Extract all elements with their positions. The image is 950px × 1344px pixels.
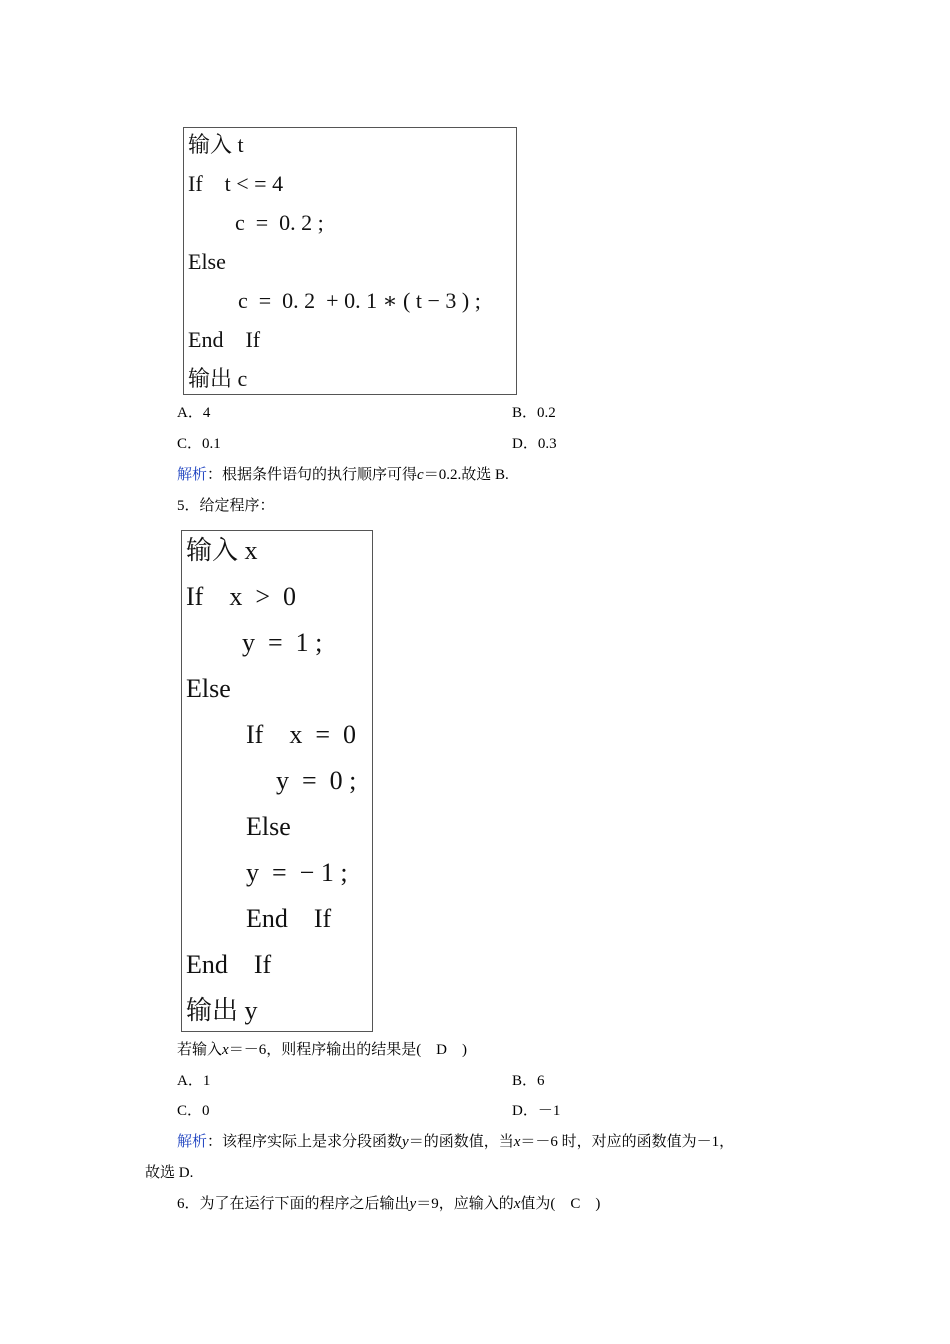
- q4-code-line: 输出 c: [188, 366, 248, 391]
- q5-code-line: End If: [186, 950, 272, 979]
- analysis-text: ＝的函数值，当: [408, 1134, 514, 1150]
- q5-code-line: If x = 0: [246, 720, 356, 749]
- q5-option-d: D．－1: [512, 1103, 561, 1119]
- q4-code-line: 输入 t: [188, 132, 244, 157]
- variable-c: c: [417, 467, 424, 483]
- q5-code-line: y = 0 ;: [276, 766, 357, 795]
- question-text: ＝9，应输入的: [416, 1196, 514, 1212]
- variable-x: x: [513, 1134, 521, 1150]
- q5-heading: 5．给定程序：: [177, 498, 275, 514]
- q5-code-line: If x > 0: [186, 582, 296, 611]
- q4-code-line: End If: [188, 327, 261, 352]
- q5-option-c: C．0: [177, 1103, 210, 1119]
- variable-y: y: [402, 1134, 409, 1150]
- question-text: 6．为了在运行下面的程序之后输出: [177, 1196, 410, 1212]
- q5-option-a: A．1: [177, 1073, 211, 1089]
- q6-question: [177, 1195, 600, 1213]
- q4-code-line: c = 0. 2 ;: [235, 210, 324, 235]
- q4-analysis: [177, 466, 509, 484]
- q5-analysis: [177, 1133, 734, 1151]
- q4-code-box: [183, 127, 517, 395]
- q4-code-line: Else: [188, 249, 226, 274]
- analysis-colon: ：: [207, 467, 223, 483]
- q4-code-line: c = 0. 2 + 0. 1 ∗ ( t − 3 ) ;: [238, 288, 481, 313]
- q5-code-box: [181, 530, 373, 1032]
- q5-code-line: End If: [246, 904, 332, 933]
- q4-option-b: B．0.2: [512, 405, 556, 421]
- q5-option-b: B．6: [512, 1073, 545, 1089]
- q5-question: [177, 1041, 467, 1059]
- q5-code-line: 输入 x: [186, 536, 258, 565]
- analysis-colon: ：: [207, 1134, 223, 1150]
- q4-option-d: D．0.3: [512, 436, 557, 452]
- question-text: 若输入: [177, 1042, 223, 1058]
- variable-y: y: [409, 1196, 417, 1212]
- analysis-label: 解析: [177, 1134, 208, 1150]
- question-text: ＝－6，则程序输出的结果是( D ): [228, 1042, 468, 1058]
- q4-option-a: A．4: [177, 405, 211, 421]
- q5-code-line: y = 1 ;: [242, 628, 323, 657]
- q5-code-line: Else: [246, 812, 291, 841]
- question-text: 值为( C ): [520, 1196, 601, 1212]
- analysis-text: ＝－6 时，对应的函数值为－1，: [520, 1134, 735, 1150]
- q4-option-c: C．0.1: [177, 436, 221, 452]
- q5-code-line: Else: [186, 674, 231, 703]
- q5-analysis-conclusion: 故选 D.: [145, 1165, 194, 1181]
- q4-code-line: If t < = 4: [188, 171, 284, 196]
- analysis-text: 根据条件语句的执行顺序可得: [222, 467, 418, 483]
- q5-code-line: y = − 1 ;: [246, 858, 348, 887]
- q5-code-line: 输出 y: [186, 996, 258, 1025]
- variable-x: x: [513, 1196, 521, 1212]
- variable-x: x: [222, 1042, 229, 1058]
- analysis-text: ＝0.2.故选 B.: [423, 467, 509, 483]
- analysis-label: 解析: [177, 467, 208, 483]
- analysis-text: 该程序实际上是求分段函数: [222, 1134, 403, 1150]
